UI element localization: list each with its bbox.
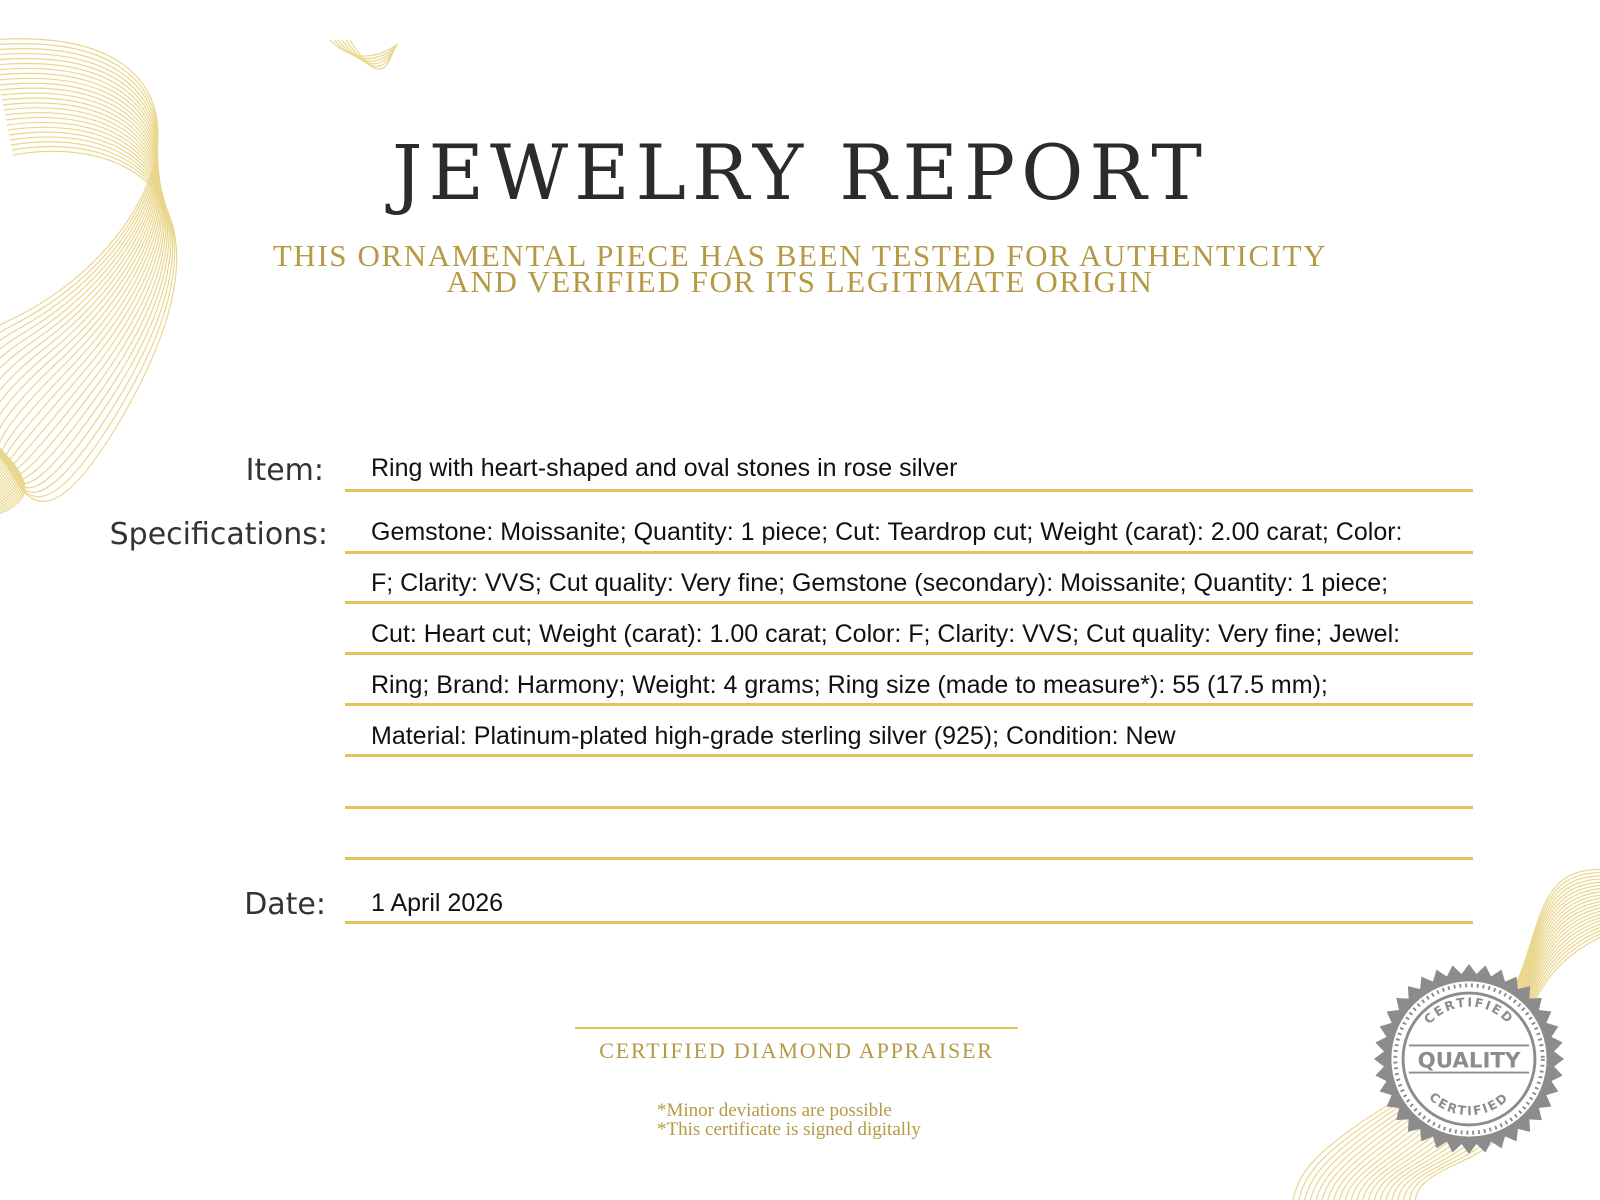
specification-line-1: Gemstone: Moissanite; Quantity: 1 piece; Cut: Teardrop cut; Weight (carat): 2.00 carat; Color: <box>371 518 1403 546</box>
wave-line <box>346 40 393 66</box>
wave-line <box>330 40 398 56</box>
wave-line <box>350 40 392 69</box>
subtitle-line-2: AND VERIFIED FOR ITS LEGITIMATE ORIGIN <box>446 264 1154 299</box>
item-value: Ring with heart-shaped and oval stones in rose silver <box>371 454 958 482</box>
specifications-label: Specifications: <box>109 517 328 552</box>
wave-line <box>334 40 397 59</box>
item-label: Item: <box>245 453 324 488</box>
report-title: JEWELRY REPORT <box>392 128 1208 217</box>
signature-line <box>575 1027 1018 1029</box>
specification-underline-4 <box>345 703 1473 706</box>
seal-center-text: QUALITY <box>1417 1048 1521 1074</box>
subtitle-line-1: THIS ORNAMENTAL PIECE HAS BEEN TESTED FOR AUTHENTICITY <box>272 238 1328 273</box>
report-subtitle <box>0 238 1600 299</box>
specification-underline-7 <box>345 857 1473 860</box>
appraiser-title: CERTIFIED DIAMOND APPRAISER <box>599 1038 994 1063</box>
date-label: Date: <box>244 887 326 922</box>
wave-line <box>342 40 394 64</box>
seal-top-text: CERTIFIED <box>1420 994 1518 1027</box>
specification-line-4: Ring; Brand: Harmony; Weight: 4 grams; Ring size (made to measure*): 55 (17.5 mm); <box>371 671 1328 699</box>
seal-bottom-text: CERTIFIED <box>1426 1089 1512 1119</box>
specification-line-5: Material: Platinum-plated high-grade sterling silver (925); Condition: New <box>371 722 1176 750</box>
date-underline <box>345 921 1473 924</box>
specification-underline-6 <box>345 806 1473 809</box>
date-value: 1 April 2026 <box>371 889 504 917</box>
item-underline <box>345 489 1473 492</box>
quality-seal-icon <box>1372 962 1566 1156</box>
footnote-digital-signature: *This certificate is signed digitally <box>657 1119 921 1140</box>
specification-underline-1 <box>345 551 1473 554</box>
footnote-deviations: *Minor deviations are possible <box>657 1100 892 1121</box>
wave-line <box>338 40 396 61</box>
specification-line-3: Cut: Heart cut; Weight (carat): 1.00 carat; Color: F; Clarity: VVS; Cut quality: Very fine; Jewel: <box>371 620 1401 648</box>
top-small-wave-ornament <box>330 40 398 69</box>
specification-underline-5 <box>345 754 1473 757</box>
footnotes <box>657 1101 921 1139</box>
specification-underline-2 <box>345 601 1473 604</box>
specification-line-2: F; Clarity: VVS; Cut quality: Very fine; Gemstone (secondary): Moissanite; Quantity: 1 piece; <box>371 569 1389 597</box>
specification-underline-3 <box>345 652 1473 655</box>
